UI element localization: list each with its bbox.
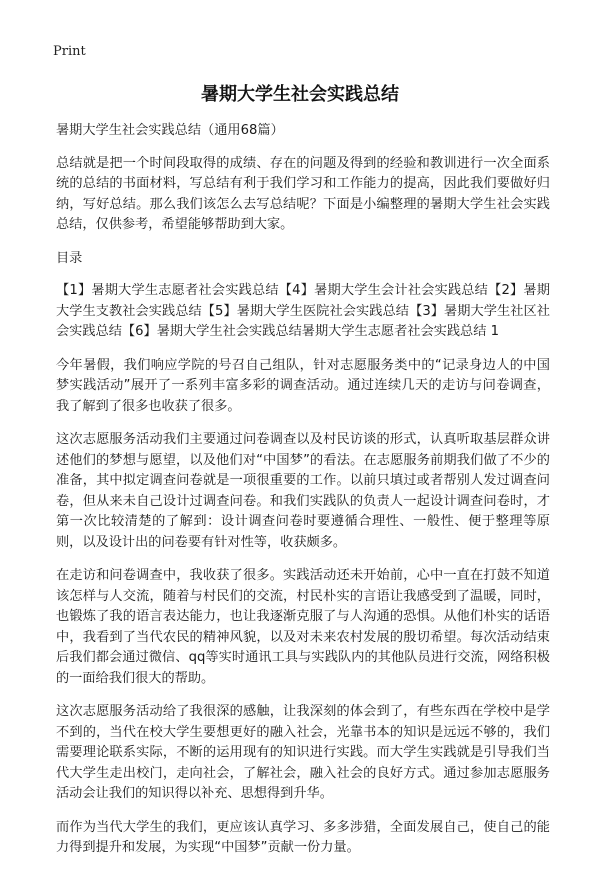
toc-list[interactable]: 【1】暑期大学生志愿者社会实践总结【4】暑期大学生会计社会实践总结【2】暑期大学生支教社会实践总结【5】暑期大学生医院社会实践总结【3】暑期大学生社区社会实践总结【6】暑期大学生社会实践总结暑期大学生志愿者社会实践总结 1: [56, 283, 550, 339]
print-link[interactable]: Print: [53, 44, 86, 59]
intro-paragraph: 总结就是把一个时间段取得的成绩、存在的问题及得到的经验和教训进行一次全面系统的总结的书面材料，写总结有利于我们学习和工作能力的提高，因此我们要做好归纳，写好总结。那么我们该怎么去写总结呢？下面是小编整理的暑期大学生社会实践总结，仅供参考，希望能够帮助到大家。: [56, 155, 550, 232]
document-body: [56, 121, 550, 872]
document-subtitle: 暑期大学生社会实践总结（通用68篇）: [56, 123, 284, 138]
body-paragraph-1: 今年暑假，我们响应学院的号召自己组队，针对志愿服务类中的“记录身边人的中国梦实践活动”展开了一系列丰富多彩的调查活动。通过连续几天的走访与问卷调查，我了解到了很多也收获了很多。: [56, 357, 550, 414]
body-paragraph-5: 而作为当代大学生的我们，更应该认真学习、多多涉猎，全面发展自己，使自己的能力得到提升和发展，为实现“中国梦”贡献一份力量。: [56, 819, 550, 855]
body-paragraph-4: 这次志愿服务活动给了我很深的感触，让我深刻的体会到了，有些东西在学校中是学不到的，当代在校大学生要想更好的融入社会，光靠书本的知识是远远不够的，我们需要理论联系实际，不断的运用现有的知识进行实践。而大学生实践就是引导我们当代大学生走出校门，走向社会，了解社会，融入社会的良好方式。通过参加志愿服务活动会让我们的知识得以补充、思想得到升华。: [56, 704, 550, 801]
body-paragraph-2: 这次志愿服务活动我们主要通过问卷调查以及村民访谈的形式，认真听取基层群众讲述他们的梦想与愿望，以及他们对“中国梦”的看法。在志愿服务前期我们做了不少的准备，其中拟定调查问卷就是一项很重要的工作。以前只填过或者帮别人发过调查问卷，但从来未自己设计过调查问卷。和我们实践队的负责人一起设计调查问卷时，才第一次比较清楚的了解到：设计调查问卷时要遵循合理性、一般性、便于整理等原则，以及设计出的问卷要有针对性等，收获颇多。: [56, 432, 550, 550]
toc-heading: 目录: [56, 250, 83, 266]
page-title: 暑期大学生社会实践总结: [201, 84, 399, 105]
body-paragraph-3: 在走访和问卷调查中，我收获了很多。实践活动还未开始前，心中一直在打鼓不知道该怎样与人交流，随着与村民们的交流，村民朴实的言语让我感受到了温暖，同时，也锻炼了我的语言表达能力，也让我逐渐克服了与人沟通的恐惧。从他们朴实的话语中，我看到了当代农民的精神风貌，以及对未来农村发展的殷切希望。每次活动结束后我们都会通过微信、qq等实时通讯工具与实践队内的其他队员进行交流，网络积极的一面给我们很大的帮助。: [56, 568, 550, 686]
